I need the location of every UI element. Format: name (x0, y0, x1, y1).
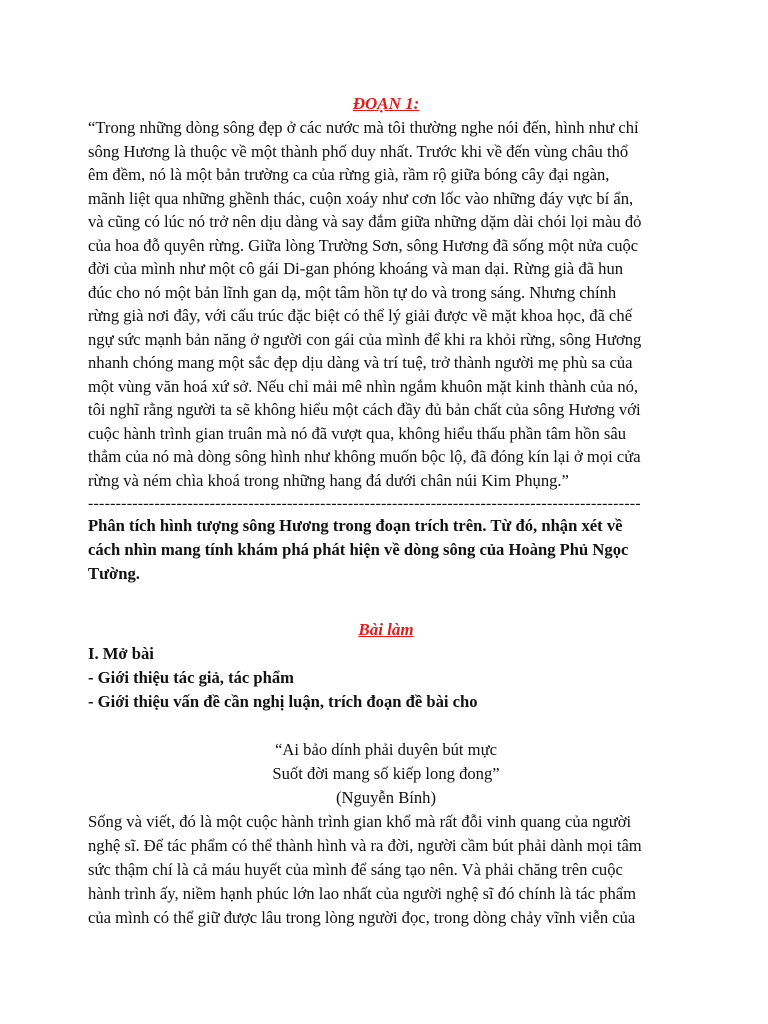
passage-line: sông Hương là thuộc về một thành phố duy nhất. Trước khi về đến vùng châu thổ (88, 141, 629, 161)
poem-author: (Nguyễn Bính) (335, 788, 436, 807)
mo-bai-item: - Giới thiệu vấn đề cần nghị luận, trích đoạn đề bài cho (88, 692, 478, 711)
question-line: cách nhìn mang tính khám phá phát hiện về dòng sông của Hoàng Phủ Ngọc (88, 540, 629, 559)
body-line: của mình có thể giữ được lâu trong lòng người đọc, trong dòng chảy vĩnh viễn của (88, 908, 636, 927)
passage-line: đời của mình như một cô gái Di-gan phóng khoáng và man dại. Rừng già đã hun (88, 259, 624, 278)
body-line: hành trình ấy, niềm hạnh phúc lớn lao nhất của người nghệ sĩ đó chính là tác phẩm (88, 884, 637, 903)
question-line: Tường. (88, 564, 140, 583)
passage-line: cuộc hành trình gian truân mà nó đã vượt qua, không hiểu thấu phần tâm hồn sâu (88, 423, 627, 443)
poem-quote (88, 738, 684, 810)
poem-line: “Ai bảo dính phải duyên bút mực (275, 740, 497, 759)
passage-text (88, 116, 684, 492)
mo-bai-item: - Giới thiệu tác giả, tác phẩm (88, 668, 294, 687)
passage-line: và cũng có lúc nó trở nên dịu dàng và say đắm giữa những dặm dài chói lọi màu đỏ (88, 212, 642, 231)
passage-line: tôi nghĩ rằng người ta sẽ không hiểu một cách đầy đủ bản chất của sông Hương với (88, 400, 641, 419)
essay-body (88, 810, 684, 930)
bailam-title: Bài làm (358, 620, 414, 639)
passage-line: một vùng văn hoá xứ sở. Nếu chỉ mải mê nhìn ngắm khuôn mặt kinh thành của nó, (88, 376, 639, 396)
question-line: Phân tích hình tượng sông Hương trong đoạn trích trên. Từ đó, nhận xét về (88, 516, 623, 535)
passage-line: đúc cho nó một bản lĩnh gan dạ, một tâm hồn tự do và trong sáng. Nhưng chính (88, 282, 617, 302)
body-line: Sống và viết, đó là một cuộc hành trình gian khổ mà rất đỗi vinh quang của người (88, 812, 632, 831)
question-text (88, 514, 684, 586)
body-line: sức thậm chí là cả máu huyết của mình để sáng tạo nên. Và phải chăng trên cuộc (88, 860, 623, 879)
passage-line: mãnh liệt qua những ghềnh thác, cuộn xoáy như cơn lốc vào những đáy vực bí ẩn, (88, 188, 634, 208)
passage-line: thẳm của nó mà dòng sông hình như không muốn bộc lộ, đã đóng kín lại ở mọi cửa (88, 447, 641, 466)
passage-line: “Trong những dòng sông đẹp ở các nước mà tôi thường nghe nói đến, hình như chỉ (88, 118, 639, 137)
passage-line: nhanh chóng mang một sắc đẹp dịu dàng và trí tuệ, trở thành người mẹ phù sa của (88, 353, 633, 372)
document-page (88, 92, 684, 930)
passage-line: của hoa đỗ quyên rừng. Giữa lòng Trường Sơn, sông Hương đã sống một nửa cuộc (88, 235, 639, 255)
passage-line: rừng và ném chìa khoá trong những hang đá dưới chân núi Kim Phụng.” (88, 470, 569, 490)
doan-title: ĐOẠN 1: (352, 94, 420, 113)
body-line: nghệ sĩ. Để tác phẩm có thể thành hình và ra đời, người cầm bút phải dành mọi tâm (88, 836, 642, 855)
poem-line: Suốt đời mang số kiếp long đong” (272, 764, 500, 783)
dashed-separator: ---------------------------------------------------------------------------------------------------- (88, 495, 641, 512)
mo-bai-heading: I. Mở bài (88, 644, 154, 663)
mo-bai-section (88, 642, 684, 714)
passage-line: ngự sức mạnh bản năng ở người con gái của mình để khi ra khỏi rừng, sông Hương (88, 329, 642, 349)
passage-line: êm đềm, nó là một bản trường ca của rừng già, rầm rộ giữa bóng cây đại ngàn, (88, 165, 610, 184)
passage-line: rừng già nơi đây, với cấu trúc đặc biệt có thể lý giải được về mặt khoa học, đã chế (88, 306, 633, 325)
